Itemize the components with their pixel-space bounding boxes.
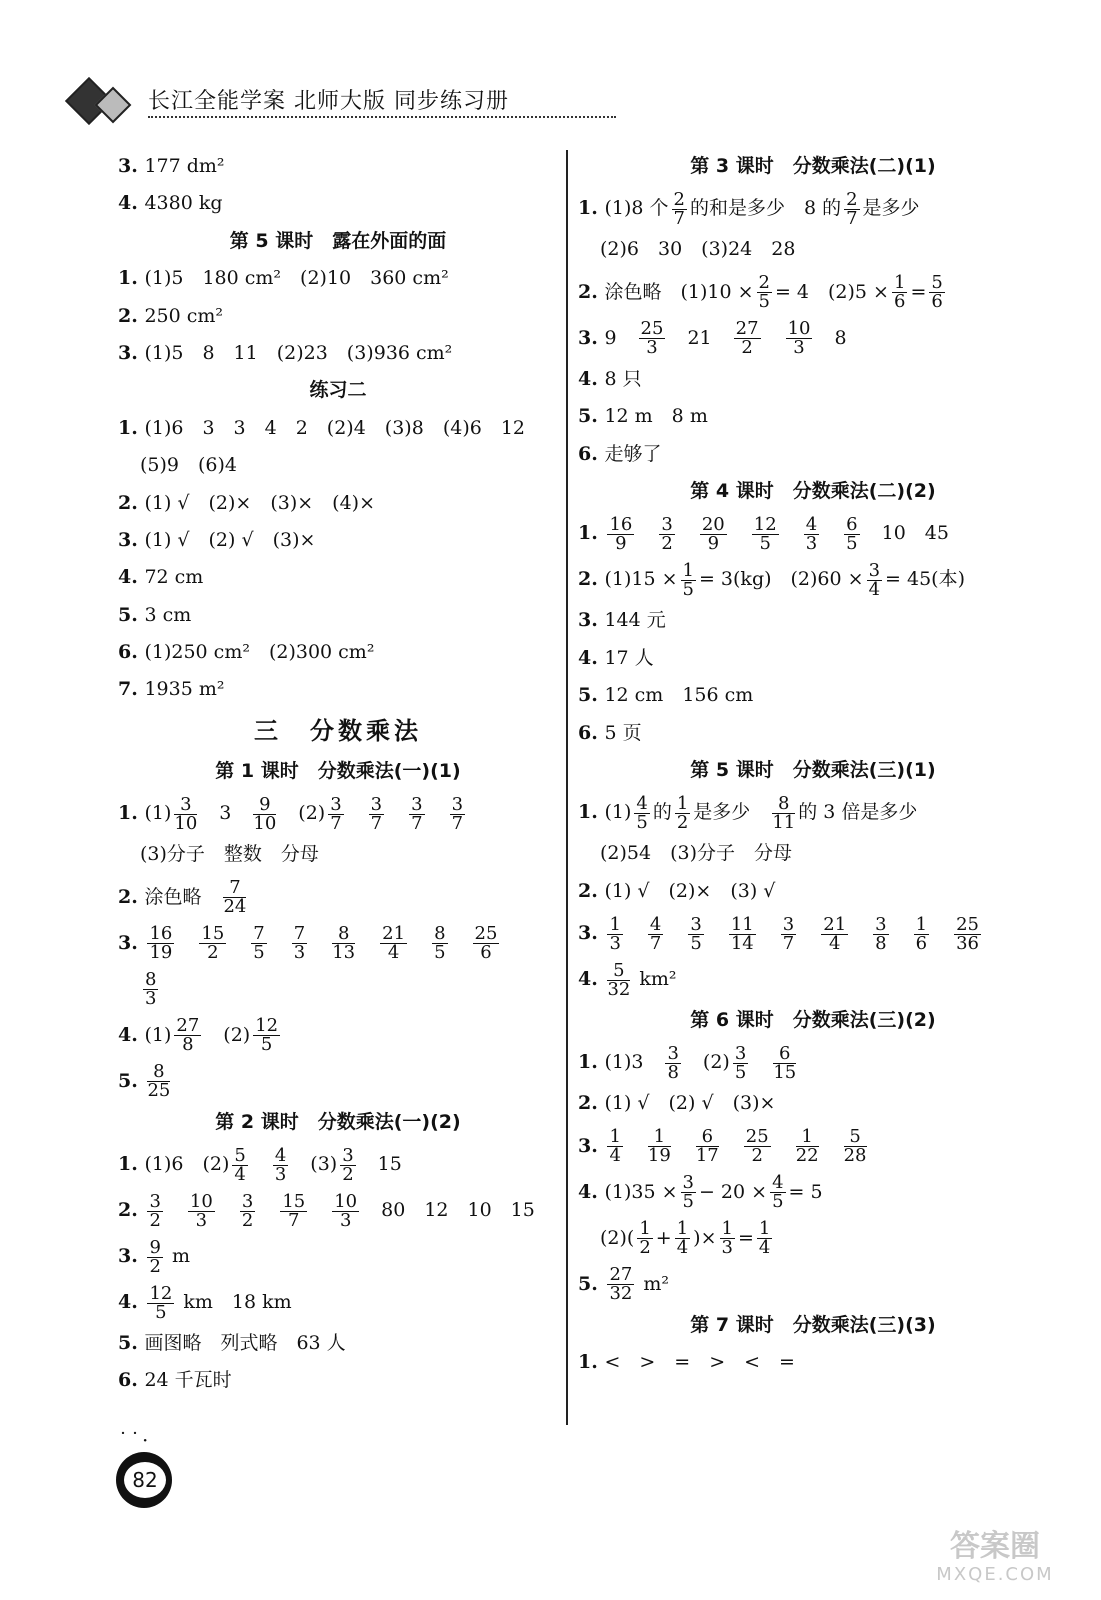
- question-number: 3.: [578, 1134, 605, 1157]
- section-heading: 第 6 课时 分数乘法(三)(2): [690, 1009, 936, 1032]
- fraction: $\frac{4}{5}$: [772, 1172, 784, 1213]
- column-divider: [566, 150, 568, 1425]
- fraction: $\frac{4}{3}$: [805, 513, 818, 554]
- answer-line: (5)9 (6)4: [140, 454, 238, 477]
- answer-line: (2)6 30 (3)24 28: [600, 238, 796, 261]
- question-number: 6.: [118, 641, 145, 664]
- answer-line: 3. (1) √ (2) √ (3)×: [118, 528, 316, 551]
- answer-line: 2. (1) √ (2)× (3) √: [578, 879, 776, 902]
- fraction: $\frac{6}{15}$: [773, 1042, 797, 1083]
- question-number: 2.: [118, 1199, 145, 1222]
- fraction: $\frac{15}{2}$: [201, 923, 225, 964]
- answer-line: 3. 144 元: [578, 609, 666, 632]
- answer-line: 1. (1)5 180 cm² (2)10 360 cm²: [118, 267, 449, 290]
- answer-line: 1. (1)6 3 3 4 2 (2)4 (3)8 (4)6 12: [118, 416, 525, 439]
- fraction: $\frac{5}{32}$: [607, 959, 631, 1000]
- fraction: $\frac{3}{7}$: [451, 793, 464, 834]
- fraction: $\frac{21}{4}$: [382, 923, 406, 964]
- page-number-badge: [116, 1452, 172, 1508]
- answer-line: (2)( $\frac{1}{2}$ + $\frac{1}{4}$ )× $\frac{1}{3}$ = $\frac{1}{4}$: [600, 1218, 771, 1259]
- fraction: $\frac{4}{7}$: [649, 913, 662, 954]
- fraction: $\frac{1}{6}$: [893, 272, 906, 313]
- answer-line: 6. 5 页: [578, 721, 642, 744]
- question-number: 5.: [118, 603, 145, 626]
- question-number: 1.: [118, 1153, 145, 1176]
- question-number: 4.: [118, 192, 145, 215]
- answer-line: 6. 走够了: [578, 442, 662, 465]
- section-heading: 第 1 课时 分数乘法(一)(1): [215, 759, 461, 782]
- fraction: $\frac{8}{25}$: [147, 1061, 171, 1102]
- fraction: $\frac{9}{10}$: [253, 793, 277, 834]
- answer-line: 3. 9 $\frac{25}{3}$ 21 $\frac{27}{2}$ $\frac{10}{3}$ 8: [578, 318, 847, 359]
- question-number: 2.: [118, 491, 145, 514]
- answer-line: 5. 12 m 8 m: [578, 405, 708, 428]
- fraction: $\frac{16}{19}$: [149, 923, 173, 964]
- question-number: 3.: [578, 922, 605, 945]
- question-number: 2.: [118, 304, 145, 327]
- question-number: 6.: [578, 442, 605, 465]
- question-number: 5.: [118, 1069, 145, 1092]
- fraction: $\frac{8}{3}$: [145, 969, 157, 1010]
- section-heading: 练习二: [309, 379, 367, 402]
- fraction: $\frac{3}{5}$: [682, 1172, 694, 1213]
- answer-line: 2. 涂色略 (1)10 × $\frac{2}{5}$ = 4 (2)5 × $\frac{1}{6}$ = $\frac{5}{6}$: [578, 272, 943, 313]
- fraction: $\frac{9}{2}$: [149, 1236, 161, 1277]
- fraction: $\frac{12}{5}$: [753, 513, 777, 554]
- question-number: 4.: [118, 1023, 145, 1046]
- fraction: $\frac{1}{5}$: [682, 559, 694, 600]
- left-column: [118, 148, 558, 1400]
- fraction: $\frac{7}{3}$: [293, 923, 306, 964]
- answer-line: 1. < > = > < =: [578, 1351, 795, 1374]
- answer-line: 3. 177 dm²: [118, 155, 225, 177]
- fraction: $\frac{5}{28}$: [843, 1126, 867, 1167]
- section-heading: 第 4 课时 分数乘法(二)(2): [690, 479, 936, 502]
- fraction: $\frac{6}{5}$: [846, 513, 858, 554]
- answer-line: 4. (1) $\frac{27}{8}$ (2) $\frac{12}{5}$: [118, 1015, 279, 1056]
- answer-line: 4. 8 只: [578, 367, 642, 390]
- answer-line: [578, 1123, 1048, 1169]
- fraction: $\frac{1}{4}$: [609, 1126, 621, 1167]
- fraction: $\frac{12}{5}$: [149, 1282, 173, 1323]
- fraction: $\frac{8}{13}$: [332, 923, 356, 964]
- question-number: 2.: [578, 1092, 605, 1115]
- fraction: $\frac{3}{7}$: [330, 793, 342, 834]
- question-number: 5.: [578, 684, 605, 707]
- answer-line: 5. $\frac{27}{32}$ m²: [578, 1264, 670, 1305]
- fraction: $\frac{8}{11}$: [772, 792, 796, 833]
- question-number: 4.: [118, 1291, 145, 1314]
- fraction: $\frac{25}{6}$: [474, 923, 498, 964]
- answer-line: 6. (1)250 cm² (2)300 cm²: [118, 641, 375, 664]
- page-header: [60, 76, 560, 126]
- fraction: $\frac{3}{2}$: [241, 1190, 254, 1231]
- fraction: $\frac{7}{24}$: [223, 877, 247, 918]
- question-number: 1.: [578, 801, 605, 824]
- question-number: 1.: [578, 1351, 605, 1374]
- fraction: $\frac{8}{5}$: [434, 923, 446, 964]
- answer-line: 2. 涂色略 $\frac{7}{24}$: [118, 877, 247, 918]
- watermark-url: MXQE.COM: [936, 1564, 1054, 1585]
- answer-line: 1. (1)8 个 $\frac{2}{7}$ 的和是多少 8 的 $\frac{2}{7}$ 是多少: [578, 188, 920, 229]
- fraction: $\frac{25}{2}$: [745, 1126, 769, 1167]
- question-number: 4.: [578, 968, 605, 991]
- fraction: $\frac{3}{10}$: [174, 793, 198, 834]
- answer-line: [118, 1058, 558, 1104]
- question-number: 3.: [118, 1245, 145, 1268]
- answer-line: 2. $\frac{3}{2}$ $\frac{10}{3}$ $\frac{3}{2}$ $\frac{15}{7}$ $\frac{10}{3}$ 80 12 10 15: [118, 1190, 535, 1231]
- answer-line: 1. (1) $\frac{4}{5}$ 的 $\frac{1}{2}$ 是多少 $\frac{8}{11}$ 的 3 倍是多少: [578, 792, 918, 833]
- question-number: 3.: [118, 155, 145, 177]
- question-number: 2.: [578, 568, 605, 591]
- fraction: $\frac{5}{6}$: [931, 272, 943, 313]
- question-number: 5.: [118, 1332, 145, 1355]
- fraction: $\frac{1}{3}$: [721, 1218, 733, 1259]
- answer-line: 1. (1) $\frac{3}{10}$ 3 $\frac{9}{10}$ (2) $\frac{3}{7}$ $\frac{3}{7}$ $\frac{3}{7}$ $\frac{3}{7}$: [118, 793, 464, 834]
- watermark-logo-text: 答案圈: [950, 1529, 1040, 1564]
- fraction: $\frac{27}{32}$: [609, 1264, 633, 1305]
- fraction: $\frac{5}{4}$: [234, 1144, 246, 1185]
- answer-line: 4. 4380 kg: [118, 192, 223, 215]
- fraction: $\frac{2}{7}$: [673, 188, 685, 229]
- question-number: 1.: [578, 1051, 605, 1074]
- fraction: $\frac{3}{7}$: [782, 913, 795, 954]
- fraction: $\frac{3}{2}$: [342, 1144, 354, 1185]
- fraction: $\frac{1}{19}$: [647, 1126, 671, 1167]
- fraction: $\frac{3}{2}$: [661, 513, 673, 554]
- fraction: $\frac{12}{5}$: [255, 1015, 279, 1056]
- fraction: $\frac{3}{2}$: [149, 1190, 161, 1231]
- fraction: $\frac{25}{36}$: [956, 913, 980, 954]
- answer-line: 2. 250 cm²: [118, 304, 224, 327]
- fraction: $\frac{4}{3}$: [274, 1144, 287, 1185]
- question-number: 2.: [578, 280, 605, 303]
- fraction: $\frac{1}{22}$: [795, 1126, 819, 1167]
- fraction: $\frac{3}{8}$: [667, 1042, 679, 1083]
- question-number: 4.: [118, 566, 145, 589]
- question-number: 1.: [118, 267, 145, 290]
- section-heading: 第 2 课时 分数乘法(一)(2): [215, 1110, 461, 1133]
- answer-line: 4. 17 人: [578, 646, 654, 669]
- answer-line: 2. (1)15 × $\frac{1}{5}$ = 3(kg) (2)60 × $\frac{3}{4}$ = 45(本): [578, 559, 965, 600]
- fraction: $\frac{3}{7}$: [411, 793, 423, 834]
- fraction: $\frac{20}{9}$: [701, 513, 725, 554]
- question-number: 1.: [578, 522, 605, 545]
- fraction: $\frac{10}{3}$: [189, 1190, 213, 1231]
- fraction: $\frac{3}{7}$: [370, 793, 383, 834]
- question-number: 2.: [578, 879, 605, 902]
- fraction: $\frac{16}{9}$: [609, 513, 633, 554]
- question-number: 5.: [578, 1272, 605, 1295]
- answer-line: [118, 920, 558, 966]
- header-title: 长江全能学案 北师大版 同步练习册: [148, 89, 509, 114]
- fraction: $\frac{3}{4}$: [868, 559, 881, 600]
- question-number: 3.: [118, 528, 145, 551]
- answer-line: 5. 画图略 列式略 63 人: [118, 1332, 346, 1355]
- sparkle-icon: ˙˙·: [118, 1428, 151, 1452]
- answer-line: 1. $\frac{16}{9}$ $\frac{3}{2}$ $\frac{20}{9}$ $\frac{12}{5}$ $\frac{4}{3}$ $\frac{6}{5}$ 10 45: [578, 513, 949, 554]
- question-number: 3.: [118, 931, 145, 954]
- fraction: $\frac{1}{4}$: [758, 1218, 771, 1259]
- fraction: $\frac{3}{8}$: [875, 913, 887, 954]
- fraction: $\frac{1}{4}$: [676, 1218, 689, 1259]
- question-number: 3.: [118, 341, 145, 364]
- fraction: $\frac{2}{7}$: [846, 188, 858, 229]
- fraction: $\frac{21}{4}$: [823, 913, 847, 954]
- right-column: [578, 148, 1048, 1382]
- header-rule: [148, 116, 616, 118]
- fraction: $\frac{27}{2}$: [735, 318, 759, 359]
- fraction: $\frac{7}{5}$: [253, 923, 265, 964]
- section-heading: 第 5 课时 分数乘法(三)(1): [690, 758, 936, 781]
- fraction: $\frac{1}{6}$: [915, 913, 928, 954]
- fraction: $\frac{10}{3}$: [787, 318, 811, 359]
- answer-line: 5. 3 cm: [118, 603, 192, 626]
- fraction: $\frac{4}{5}$: [636, 792, 648, 833]
- answer-line: 3. (1)5 8 11 (2)23 (3)936 cm²: [118, 341, 453, 364]
- fraction: $\frac{10}{3}$: [334, 1190, 358, 1231]
- answer-line: 2. (1) √ (2)× (3)× (4)×: [118, 491, 376, 514]
- fraction: $\frac{3}{5}$: [690, 913, 702, 954]
- fraction: $\frac{1}{2}$: [639, 1218, 651, 1259]
- answer-line: 7. 1935 m²: [118, 678, 225, 701]
- section-heading: 第 7 课时 分数乘法(三)(3): [690, 1313, 936, 1336]
- answer-line: 5. 12 cm 156 cm: [578, 684, 754, 707]
- answer-line: (3)分子 整数 分母: [140, 843, 319, 866]
- answer-line: 4. $\frac{5}{32}$ km²: [578, 959, 677, 1000]
- answer-line: 4. $\frac{12}{5}$ km 18 km: [118, 1282, 292, 1323]
- fraction: $\frac{15}{7}$: [282, 1190, 306, 1231]
- question-number: 5.: [578, 405, 605, 428]
- fraction: $\frac{27}{8}$: [176, 1015, 200, 1056]
- answer-line: [578, 910, 1048, 956]
- answer-line: 4. (1)35 × $\frac{3}{5}$ − 20 × $\frac{4}{5}$ = 5: [578, 1172, 823, 1213]
- question-number: 4.: [578, 367, 605, 390]
- question-number: 7.: [118, 678, 145, 701]
- question-number: 1.: [118, 416, 145, 439]
- answer-line: 2. (1) √ (2) √ (3)×: [578, 1092, 776, 1115]
- question-number: 3.: [578, 609, 605, 632]
- fraction: $\frac{3}{5}$: [734, 1042, 747, 1083]
- question-number: 6.: [578, 721, 605, 744]
- answer-line: 1. (1)3 $\frac{3}{8}$ (2) $\frac{3}{5}$ $\frac{6}{15}$: [578, 1042, 797, 1083]
- page-number: 82: [124, 1462, 166, 1498]
- answer-line: (2)54 (3)分子 分母: [600, 842, 793, 865]
- fraction: $\frac{1}{3}$: [609, 913, 621, 954]
- question-number: 1.: [578, 197, 605, 220]
- question-number: 3.: [578, 326, 605, 349]
- question-number: 1.: [118, 802, 145, 825]
- answer-line: 3. $\frac{9}{2}$ m: [118, 1236, 190, 1277]
- question-number: 4.: [578, 1180, 605, 1203]
- answer-line: 6. 24 千瓦时: [118, 1369, 232, 1392]
- fraction: $\frac{6}{17}$: [695, 1126, 719, 1167]
- question-number: 2.: [118, 885, 145, 908]
- fraction: $\frac{11}{14}$: [730, 913, 754, 954]
- section-heading: 三 分数乘法: [254, 716, 422, 745]
- fraction: $\frac{25}{3}$: [640, 318, 664, 359]
- watermark: [900, 1530, 1090, 1590]
- answer-line: 1. (1)6 (2) $\frac{5}{4}$ $\frac{4}{3}$ (3) $\frac{3}{2}$ 15: [118, 1144, 402, 1185]
- fraction: $\frac{2}{5}$: [758, 272, 770, 313]
- question-number: 4.: [578, 646, 605, 669]
- question-number: 6.: [118, 1369, 145, 1392]
- answer-line: [118, 966, 558, 1012]
- fraction: $\frac{1}{2}$: [676, 792, 689, 833]
- section-heading: 第 5 课时 露在外面的面: [229, 229, 447, 252]
- answer-line: 4. 72 cm: [118, 566, 204, 589]
- section-heading: 第 3 课时 分数乘法(二)(1): [690, 155, 936, 177]
